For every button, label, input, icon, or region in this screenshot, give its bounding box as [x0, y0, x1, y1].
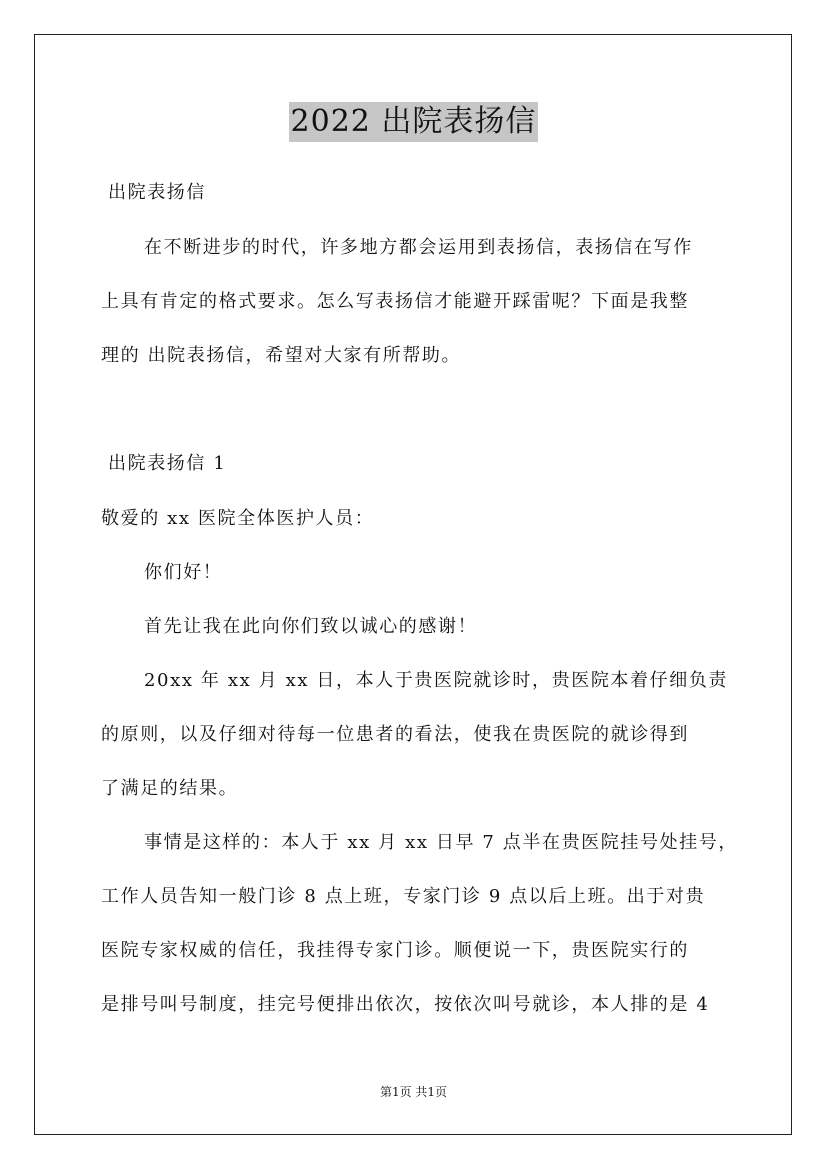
paragraph-line: 工作人员告知一般门诊 8 点上班，专家门诊 9 点以后上班。出于对贵 [101, 886, 706, 907]
paragraph-line: 医院专家权威的信任，我挂得专家门诊。顺便说一下，贵医院实行的 [101, 940, 689, 961]
document-title: 2022 出院表扬信 [289, 102, 539, 142]
salutation: 敬爱的 xx 医院全体医护人员： [101, 508, 375, 529]
greeting: 你们好！ [144, 562, 223, 583]
paragraph-line: 在不断进步的时代，许多地方都会运用到表扬信，表扬信在写作 [144, 237, 693, 258]
page-footer: 第1页 共1页 [379, 1085, 448, 1099]
paragraph-line: 事情是这样的：本人于 xx 月 xx 日早 7 点半在贵医院挂号处挂号， [144, 832, 738, 853]
paragraph-line: 的原则，以及仔细对待每一位患者的看法，使我在贵医院的就诊得到 [101, 724, 689, 745]
paragraph-line: 理的 出院表扬信，希望对大家有所帮助。 [101, 345, 462, 366]
paragraph-line: 是排号叫号制度，挂完号便排出依次，按依次叫号就诊，本人排的是 4 [101, 994, 710, 1015]
section-heading: 出院表扬信 1 [108, 453, 227, 474]
paragraph-line: 上具有肯定的格式要求。怎么写表扬信才能避开踩雷呢？下面是我整 [101, 291, 689, 312]
paragraph-line: 了满足的结果。 [101, 778, 239, 799]
section-heading: 出院表扬信 [108, 182, 206, 203]
title-container [0, 102, 827, 142]
paragraph-line: 20xx 年 xx 月 xx 日，本人于贵医院就诊时，贵医院本着仔细负责 [144, 670, 729, 691]
paragraph-line: 首先让我在此向你们致以诚心的感谢！ [144, 616, 478, 637]
